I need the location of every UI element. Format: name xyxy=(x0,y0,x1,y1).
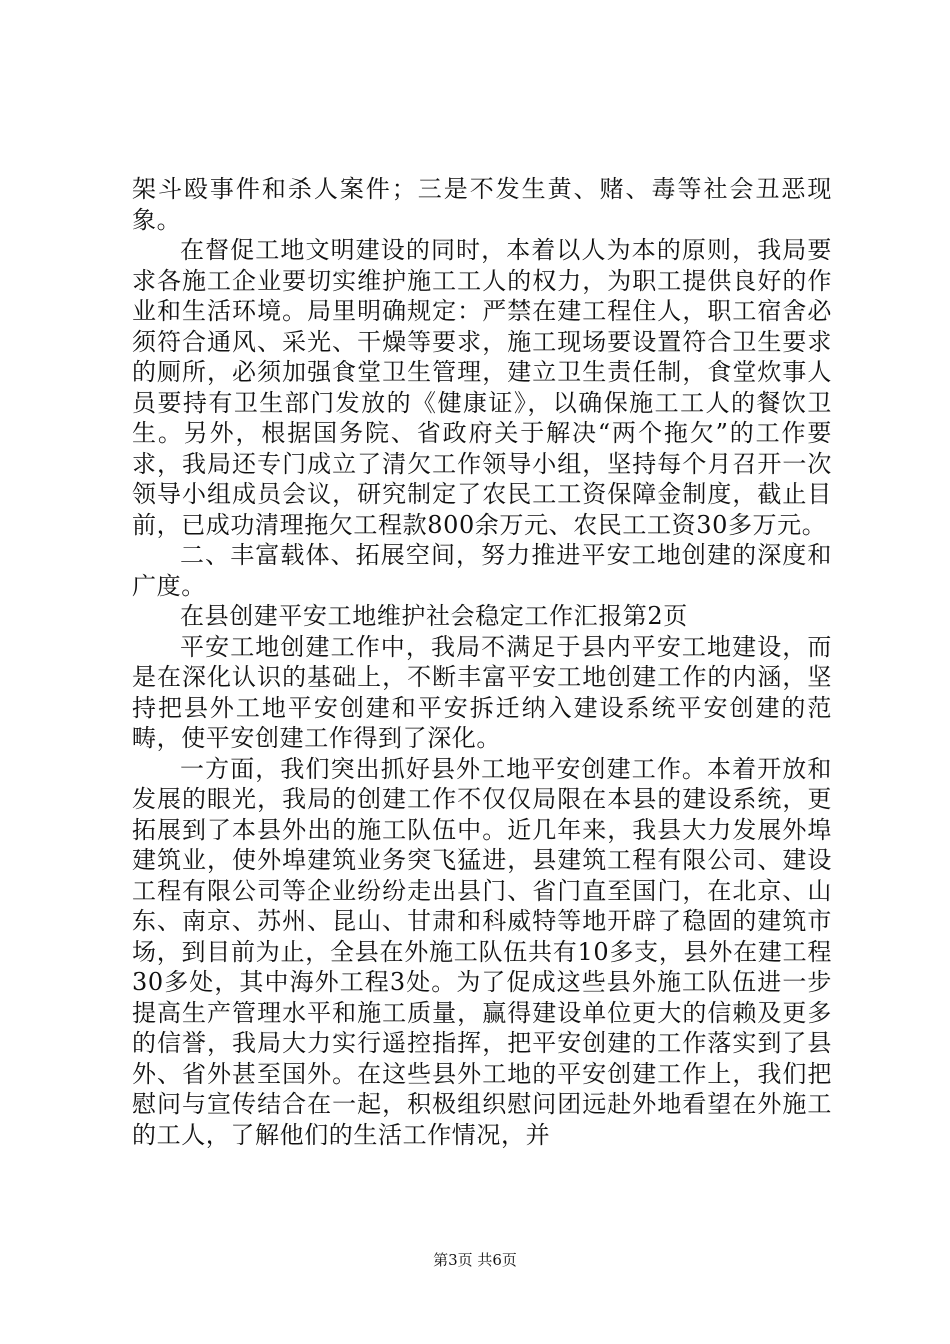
section-heading-two: 二、丰富载体、拓展空间，努力推进平安工地创建的深度和广度。 xyxy=(132,541,832,600)
paragraph-external-sites: 一方面，我们突出抓好县外工地平安创建工作。本着开放和发展的眼光，我局的创建工作不仅仅局限在本县的建设系统，更拓展到了本县外出的施工队伍中。近几年来，我县大力发展外埠建筑业，使外埠建筑业务突飞猛进，县建筑工程有限公司、建设工程有限公司等企业纷纷走出县门、省门直至国门，在北京、山东、南京、苏州、昆山、甘肃和科威特等地开辟了稳固的建筑市场，到目前为止，全县在外施工队伍共有10多支，县外在建工程30多处，其中海外工程3处。为了促成这些县外施工队伍进一步提高生产管理水平和施工质量，赢得建设单位更大的信赖及更多的信誉，我局大力实行遥控指挥，把平安创建的工作落实到了县外、省外甚至国外。在这些县外工地的平安创建工作上，我们把慰问与宣传结合在一起，积极组织慰问团远赴外地看望在外施工的工人，了解他们的生活工作情况，并 xyxy=(132,754,832,1149)
page-reference-line: 在县创建平安工地维护社会稳定工作汇报第2页 xyxy=(180,602,688,630)
paragraph-safe-site-creation: 平安工地创建工作中，我局不满足于县内平安工地建设，而是在深化认识的基础上，不断丰富平安工地创建工作的内涵，坚持把县外工地平安创建和平安拆迁纳入建设系统平安创建的范畴，使平安创建工作得到了深化。 xyxy=(132,632,832,752)
paragraph-civilized-construction: 在督促工地文明建设的同时，本着以人为本的原则，我局要求各施工企业要切实维护施工工人的权力，为职工提供良好的作业和生活环境。局里明确规定：严禁在建工程住人，职工宿舍必须符合通风、采光、干燥等要求，施工现场要设置符合卫生要求的厕所，必须加强食堂卫生管理，建立卫生责任制，食堂炊事人员要持有卫生部门发放的《健康证》，以确保施工工人的餐饮卫生。另外，根据国务院、省政府关于解决“两个拖欠”的工作要求，我局还专门成立了清欠工作领导小组，坚持每个月召开一次领导小组成员会议，研究制定了农民工工资保障金制度，截止目前，已成功清理拖欠工程款800余万元、农民工工资30多万元。 xyxy=(132,236,832,539)
paragraph-continuation: 架斗殴事件和杀人案件；三是不发生黄、赌、毒等社会丑恶现象。 xyxy=(132,175,832,234)
body-text xyxy=(132,174,832,1150)
page-footer: 第3页 共6页 xyxy=(433,1251,517,1269)
